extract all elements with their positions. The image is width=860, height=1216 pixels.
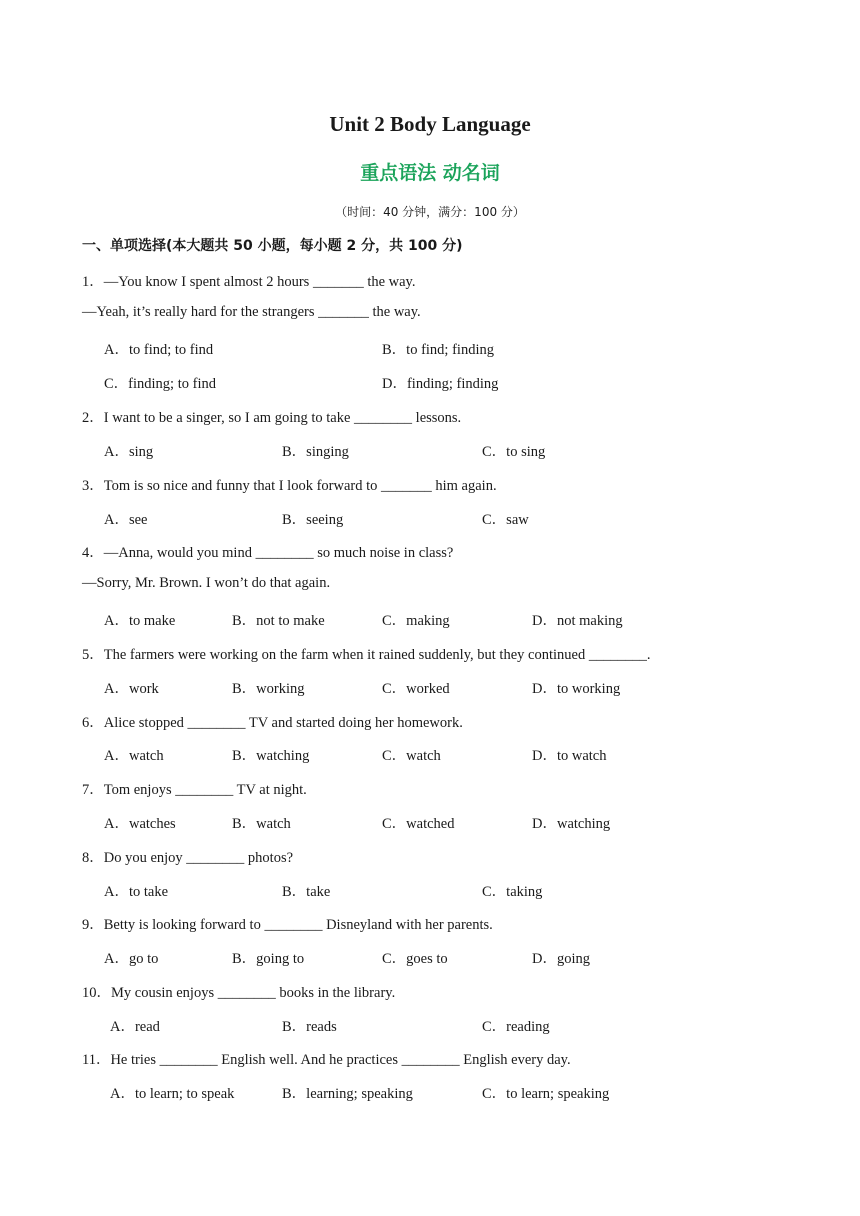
question-2-option-b: B．singing	[282, 444, 349, 460]
question-11-line-1: 11．He tries ________ English well. And he practices ________ English every day.	[82, 1052, 571, 1068]
question-6-option-a: A．watch	[104, 748, 164, 764]
question-1-line-2: —Yeah, it’s really hard for the strangers _______ the way.	[82, 304, 421, 320]
question-1-option-c: C．finding; to find	[104, 376, 216, 392]
question-6-option-b: B．watching	[232, 748, 310, 764]
question-1-line-1: 1．—You know I spent almost 2 hours _______ the way.	[82, 274, 416, 290]
question-7-option-c: C．watched	[382, 816, 455, 832]
question-10-option-a: A．read	[110, 1019, 160, 1035]
question-2-option-a: A．sing	[104, 444, 154, 460]
question-8-line-1: 8．Do you enjoy ________ photos?	[82, 850, 294, 866]
question-5-option-a: A．work	[104, 681, 159, 697]
question-6-line-1: 6．Alice stopped ________ TV and started doing her homework.	[82, 715, 463, 731]
question-10-option-b: B．reads	[282, 1019, 337, 1035]
question-7-option-a: A．watches	[104, 816, 176, 832]
question-1-option-a: A．to find; to find	[104, 342, 214, 358]
question-9-option-d: D．going	[532, 951, 590, 967]
question-3-line-1: 3．Tom is so nice and funny that I look forward to _______ him again.	[82, 478, 497, 494]
question-8-option-c: C．taking	[482, 884, 543, 900]
exam-meta: （时间：40 分钟，满分：100 分）	[335, 205, 525, 219]
question-5-option-b: B．working	[232, 681, 305, 697]
question-11-option-a: A．to learn; to speak	[110, 1086, 235, 1102]
question-11-option-c: C．to learn; speaking	[482, 1086, 610, 1102]
page-subtitle: 重点语法 动名词	[360, 162, 500, 184]
question-2-line-1: 2．I want to be a singer, so I am going to take ________ lessons.	[82, 410, 462, 426]
section-heading: 一、单项选择(本大题共 50 小题，每小题 2 分，共 100 分)	[82, 238, 463, 254]
question-4-line-1: 4．—Anna, would you mind ________ so much noise in class?	[82, 545, 454, 561]
question-2-option-c: C．to sing	[482, 444, 546, 460]
question-9-option-c: C．goes to	[382, 951, 448, 967]
question-9-option-b: B．going to	[232, 951, 305, 967]
question-4-option-c: C．making	[382, 613, 450, 629]
question-6-option-c: C．watch	[382, 748, 441, 764]
question-4-option-b: B．not to make	[232, 613, 325, 629]
question-5-option-c: C．worked	[382, 681, 450, 697]
question-4-option-d: D．not making	[532, 613, 623, 629]
question-11-option-b: B．learning; speaking	[282, 1086, 413, 1102]
question-1-option-d: D．finding; finding	[382, 376, 499, 392]
question-3-option-a: A．see	[104, 512, 148, 528]
question-3-option-c: C．saw	[482, 512, 529, 528]
question-9-line-1: 9．Betty is looking forward to ________ Disneyland with her parents.	[82, 917, 493, 933]
question-9-option-a: A．go to	[104, 951, 159, 967]
question-3-option-b: B．seeing	[282, 512, 344, 528]
question-8-option-b: B．take	[282, 884, 331, 900]
question-10-option-c: C．reading	[482, 1019, 550, 1035]
question-10-line-1: 10．My cousin enjoys ________ books in the library.	[82, 985, 396, 1001]
question-4-line-2: —Sorry, Mr. Brown. I won’t do that again.	[82, 575, 331, 591]
question-8-option-a: A．to take	[104, 884, 169, 900]
question-6-option-d: D．to watch	[532, 748, 607, 764]
page-title: Unit 2 Body Language	[329, 112, 531, 136]
question-7-option-b: B．watch	[232, 816, 291, 832]
question-1-option-b: B．to find; finding	[382, 342, 494, 358]
question-5-option-d: D．to working	[532, 681, 621, 697]
question-4-option-a: A．to make	[104, 613, 176, 629]
question-5-line-1: 5．The farmers were working on the farm when it rained suddenly, but they continued ________.	[82, 647, 651, 663]
question-7-option-d: D．watching	[532, 816, 611, 832]
question-7-line-1: 7．Tom enjoys ________ TV at night.	[82, 782, 307, 798]
